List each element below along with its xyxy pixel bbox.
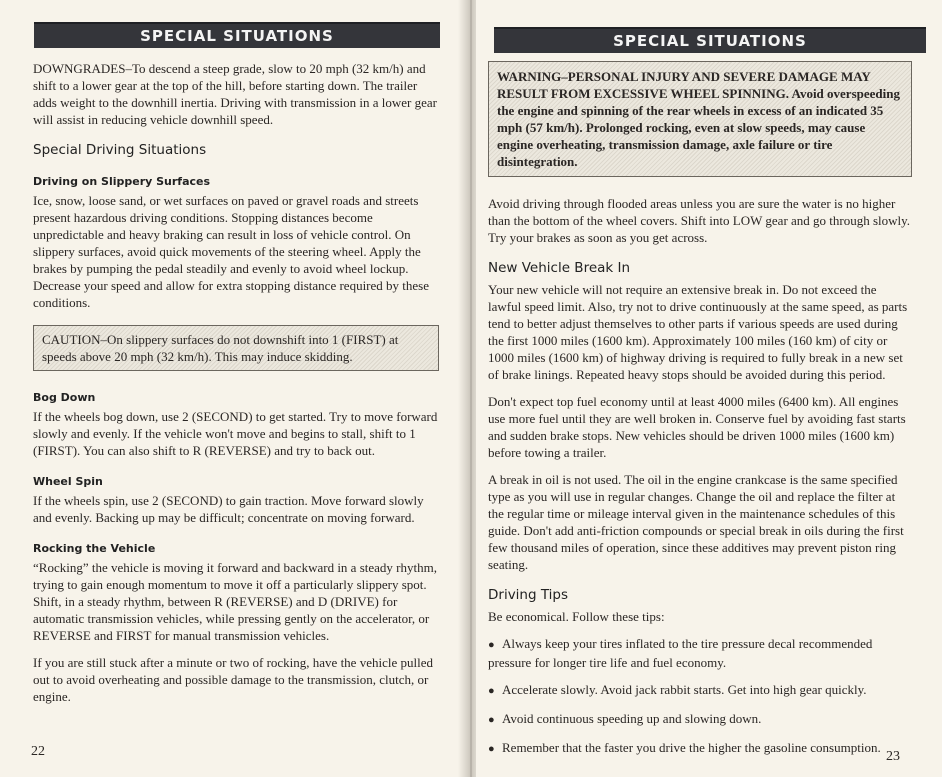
special-driving-heading: Special Driving Situations [33, 142, 207, 158]
break-in-paragraph-2: Don't expect top fuel economy until at least 4000 miles (6400 km). All engines use more fuel until they are well broken in. Conserve fuel by avoiding fast starts and sudden brake stops. New vehicles should be driven 1000 miles (1600 km) before towing a trailer. [488, 394, 906, 460]
wheel-spin-heading: Wheel Spin [33, 475, 103, 488]
tip-item [488, 739, 912, 758]
tip-text: Accelerate slowly. Avoid jack rabbit starts. Get into high gear quickly. [502, 682, 867, 697]
caution-box: CAUTION–On slippery surfaces do not downshift into 1 (FIRST) at speeds above 20 mph (32 km/h). This may induce skidding. [33, 325, 439, 371]
tip-text: Avoid continuous speeding up and slowing down. [502, 711, 762, 726]
rocking-heading: Rocking the Vehicle [33, 542, 156, 555]
break-in-paragraph-3: A break in oil is not used. The oil in the engine crankcase is the same specified type as you will use in regular changes. Change the oil and replace the filter at the regular time or mileage interval given in the maintenance schedules of this guide. Don't add anti-friction compounds or special break in oils during the first few thousand miles of operation, since these additives may prevent piston ring seating. [488, 472, 904, 572]
tip-item [488, 635, 912, 671]
tip-item [488, 710, 912, 729]
still-stuck-paragraph: If you are still stuck after a minute or two of rocking, have the vehicle pulled out to avoid overheating and possible damage to the transmission, clutch, or engine. [33, 655, 433, 704]
left-page-content [33, 60, 439, 715]
tip-text: Always keep your tires inflated to the tire pressure decal recommended pressure for longer tire life and fuel economy. [488, 636, 873, 670]
tip-text: Remember that the faster you drive the higher the gasoline consumption. [502, 740, 881, 755]
warning-box: WARNING–PERSONAL INJURY AND SEVERE DAMAGE MAY RESULT FROM EXCESSIVE WHEEL SPINNING. Avoid overspeeding the engine and spinning of the rear wheels in excess of an indicated 35 mph (57 km/h). Prolonged rocking, even at slow speeds, may cause engine overheating, transmission damage, axle failure or tire disintegration. [488, 61, 912, 177]
section-banner: SPECIAL SITUATIONS [494, 27, 926, 53]
downgrades-paragraph: DOWNGRADES–To descend a steep grade, slow to 20 mph (32 km/h) and shift to a lower gear at the top of the hill, before starting down. The trailer adds weight to the downhill inertia. Driving with transmission in a lower gear will assist in reducing vehicle downhill speed. [33, 61, 438, 127]
page-number: 23 [886, 749, 900, 764]
break-in-heading: New Vehicle Break In [488, 260, 631, 276]
left-page [0, 0, 466, 777]
driving-tips-intro: Be economical. Follow these tips: [488, 609, 665, 624]
rocking-paragraph: “Rocking” the vehicle is moving it forward and backward in a steady rhythm, trying to gain enough momentum to move it off a particularly slippery spot. Shift, in a steady rhythm, between R (REVERSE) and D (DRIVE) for automatic transmission vehicles, while pressing gently on the accelerator, or REVERSE and FIRST for manual transmission vehicles. [33, 560, 437, 643]
flooded-areas-paragraph: Avoid driving through flooded areas unless you are sure the water is no higher than the bottom of the wheel covers. Shift into LOW gear and go through slowly. Try your brakes as soon as you get across. [488, 196, 911, 245]
section-banner: SPECIAL SITUATIONS [34, 22, 440, 48]
wheel-spin-paragraph: If the wheels spin, use 2 (SECOND) to gain traction. Move forward slowly and evenly. Backing up may be difficult; concentrate on moving forward. [33, 493, 424, 525]
bog-down-paragraph: If the wheels bog down, use 2 (SECOND) to get started. Try to move forward slowly and evenly. If the vehicle won't move and begins to stall, shift to 1 (FIRST). You can also shift to R (REVERSE) and try to back out. [33, 409, 438, 458]
tip-item [488, 681, 912, 700]
break-in-paragraph-1: Your new vehicle will not require an extensive break in. Do not exceed the lawful speed limit. Also, try not to drive continuously at the same speed, as parts tend to better adjust themselves to other parts if various speeds are used during the first 1000 miles (1600 km). Approximately 100 miles (160 km) of city or 1000 miles (1600 km) of highway driving is required to fully break in a new set of brake linings. Repeated heavy stops should be avoided during this period. [488, 282, 908, 382]
bog-down-heading: Bog Down [33, 391, 96, 404]
right-page-content [488, 61, 912, 768]
right-page [476, 0, 942, 777]
bullet-icon: ● [488, 743, 495, 755]
driving-tips-heading: Driving Tips [488, 587, 569, 603]
slippery-surfaces-heading: Driving on Slippery Surfaces [33, 175, 211, 188]
bullet-icon: ● [488, 685, 495, 697]
slippery-surfaces-paragraph: Ice, snow, loose sand, or wet surfaces on paved or gravel roads and streets present hazardous driving conditions. Stopping distances become unpredictable and heavy braking can result in loss of vehicle control. On slippery surfaces, avoid quick movements of the steering wheel. Apply the brakes by pumping the pedal steadily and evenly to avoid wheel lockup. Decrease your speed and allow for extra stopping distance required by these conditions. [33, 193, 429, 310]
bullet-icon: ● [488, 714, 495, 726]
page-number: 22 [31, 744, 45, 759]
bullet-icon: ● [488, 639, 495, 651]
